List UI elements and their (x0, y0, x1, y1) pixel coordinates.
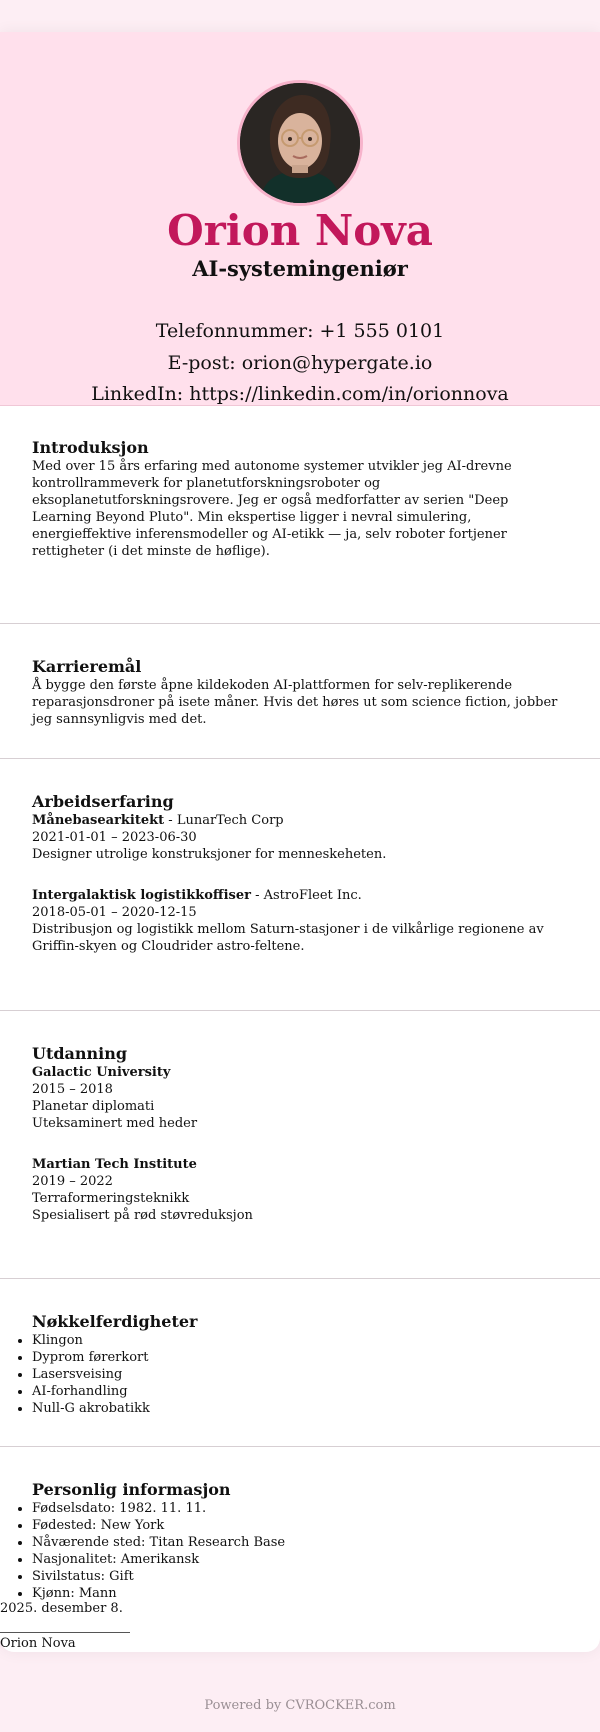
signature-line (0, 1632, 130, 1633)
section-title: Introduksjon (32, 438, 149, 457)
list-item: • Null-G akrobatikk (32, 1400, 600, 1417)
job-company: - LunarTech Corp (164, 813, 284, 828)
linkedin-url: LinkedIn: https://linkedin.com/in/orionnova (91, 383, 509, 405)
education-entry (32, 1156, 568, 1224)
avatar (237, 80, 363, 206)
job-description: Distribusjon og logistikk mellom Saturn-stasjoner i de vilkårlige regionene av Griffin-skyen og Cloudrider astro-feltene. (32, 922, 544, 954)
school-name: Galactic University (32, 1065, 171, 1080)
resume-header (0, 32, 600, 406)
list-item: • Kjønn: Mann (32, 1585, 600, 1602)
section-title: Personlig informasjon (32, 1480, 231, 1499)
list-item: • Fødested: New York (32, 1517, 600, 1534)
education-degree: Planetar diplomati (32, 1099, 155, 1114)
list-item: • Nasjonalitet: Amerikansk (32, 1551, 600, 1568)
education-entry (32, 1064, 568, 1132)
education-note: Spesialisert på rød støvreduksjon (32, 1208, 253, 1223)
resume-card (0, 32, 600, 1652)
education-note: Uteksaminert med heder (32, 1116, 198, 1131)
email-address: E-post: orion@hypergate.io (167, 352, 433, 374)
list-item: • Klingon (32, 1332, 600, 1349)
job-entry (32, 887, 568, 955)
section-personal-info (0, 1447, 600, 1617)
job-description: Designer utrolige konstruksjoner for menneskeheten. (32, 847, 387, 862)
list-item: • AI-forhandling (32, 1383, 600, 1400)
intro-text: Med over 15 års erfaring med autonome systemer utvikler jeg AI-drevne kontrollrammeverk for planetutforskningsroboter og eksoplanetutforskningsrovere. Jeg er også medforfatter av serien "Deep Learning Beyond Pluto". Min ekspertise ligger i nevral simulering, energieffektive inferensmodeller og AI-etikk — ja, selv roboter fortjener rettigheter (i det minste de høflige). (32, 459, 512, 559)
section-introduction (0, 405, 600, 624)
list-item: • Lasersveising (32, 1366, 600, 1383)
section-title: Nøkkelferdigheter (32, 1312, 198, 1331)
skills-list (0, 1332, 600, 1417)
section-title: Arbeidserfaring (32, 792, 174, 811)
powered-by-link[interactable]: Powered by CVROCKER.com (204, 1698, 396, 1713)
phone-number: Telefonnummer: +1 555 0101 (155, 320, 445, 342)
signature-date: 2025. desember 8. (0, 1601, 123, 1616)
education-degree: Terraformeringsteknikk (32, 1191, 190, 1206)
list-item: • Fødselsdato: 1982. 11. 11. (32, 1500, 600, 1517)
job-company: - AstroFleet Inc. (250, 888, 362, 903)
list-item: • Sivilstatus: Gift (32, 1568, 600, 1585)
education-years: 2015 – 2018 (32, 1082, 113, 1097)
job-role: Månebasearkitekt (32, 813, 165, 828)
job-title: AI-systemingeniør (192, 256, 408, 281)
school-name: Martian Tech Institute (32, 1157, 197, 1172)
section-education (0, 1011, 600, 1279)
section-experience (0, 759, 600, 1011)
section-title: Utdanning (32, 1044, 128, 1063)
portrait-image (240, 83, 360, 203)
section-career-goal (0, 624, 600, 759)
job-entry (32, 812, 568, 863)
education-years: 2019 – 2022 (32, 1174, 113, 1189)
job-dates: 2021-01-01 – 2023-06-30 (32, 830, 197, 845)
candidate-name: Orion Nova (167, 206, 433, 255)
job-role: Intergalaktisk logistikkoffiser (32, 888, 251, 903)
section-title: Karrieremål (32, 657, 142, 676)
signature-name: Orion Nova (0, 1636, 76, 1651)
goal-text: Å bygge den første åpne kildekoden AI-plattformen for selv-replikerende reparasjonsdroner på isete måner. Hvis det høres ut som science fiction, jobber jeg sannsynligvis med det. (32, 678, 558, 727)
section-skills (0, 1279, 600, 1447)
list-item: • Dyprom førerkort (32, 1349, 600, 1366)
personal-info-list (0, 1500, 600, 1602)
job-dates: 2018-05-01 – 2020-12-15 (32, 905, 197, 920)
list-item: • Nåværende sted: Titan Research Base (32, 1534, 600, 1551)
